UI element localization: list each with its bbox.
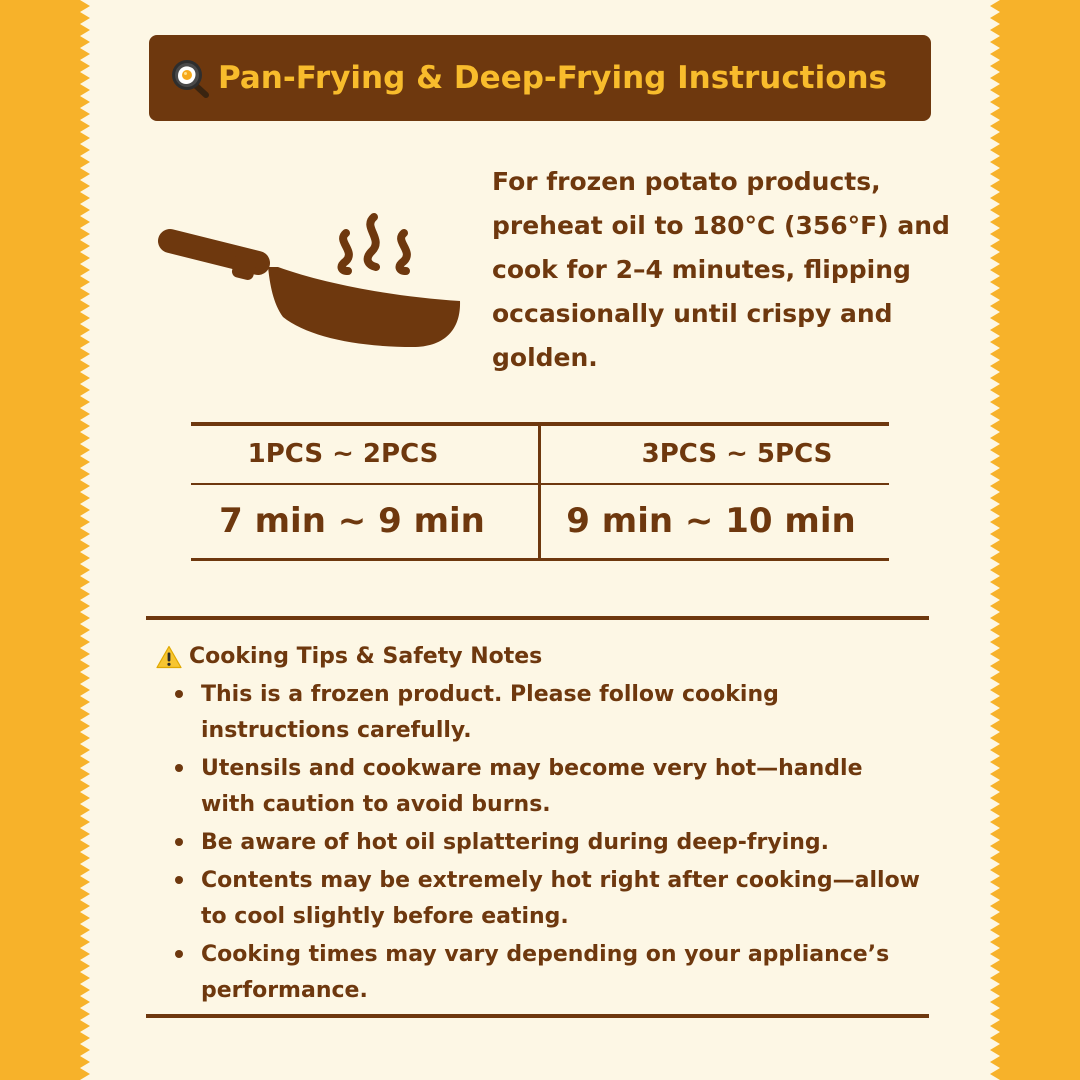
notes-top-divider (146, 616, 929, 620)
list-item-text: Contents may be extremely hot right after cooking—allow to cool slightly before eating. (201, 868, 921, 929)
list-item-text: Cooking times may vary depending on your appliance’s performance. (201, 942, 890, 1003)
bullet-icon (175, 950, 183, 958)
bullet-icon (175, 838, 183, 846)
cooking-time-table (191, 422, 889, 562)
list-item-text: This is a frozen product. Please follow cooking instructions carefully. (201, 682, 779, 743)
list-item (171, 936, 951, 1010)
bullet-icon (175, 876, 183, 884)
title-banner (149, 35, 931, 121)
cook-time-small: 7 min ~ 9 min (219, 501, 485, 541)
zigzag-right-edge (988, 0, 1000, 1080)
list-item-text: Utensils and cookware may become very hot—handle with caution to avoid burns. (201, 756, 863, 817)
notes-title: Cooking Tips & Safety Notes (189, 644, 543, 669)
zigzag-left-edge (80, 0, 92, 1080)
quantity-header-small: 1PCS ~ 2PCS (247, 439, 439, 469)
list-item (171, 676, 951, 750)
bullet-icon (175, 690, 183, 698)
cook-time-large: 9 min ~ 10 min (566, 501, 856, 541)
fried-egg-pan-icon (170, 58, 210, 98)
page-title: Pan-Frying & Deep-Frying Instructions (218, 60, 888, 96)
list-item (171, 862, 951, 936)
list-item-text: Be aware of hot oil splattering during deep-frying. (201, 830, 829, 855)
safety-notes-list (171, 676, 951, 1010)
warning-icon (156, 645, 182, 669)
list-item (171, 750, 951, 824)
frying-pan-with-steam-icon (158, 205, 468, 355)
notes-bottom-divider (146, 1014, 929, 1018)
list-item (171, 824, 951, 862)
quantity-header-large: 3PCS ~ 5PCS (641, 439, 833, 469)
bullet-icon (175, 764, 183, 772)
cooking-description: For frozen potato products, preheat oil to 180°C (356°F) and cook for 2–4 minutes, flipping occasionally until crispy and golden. (492, 167, 950, 372)
